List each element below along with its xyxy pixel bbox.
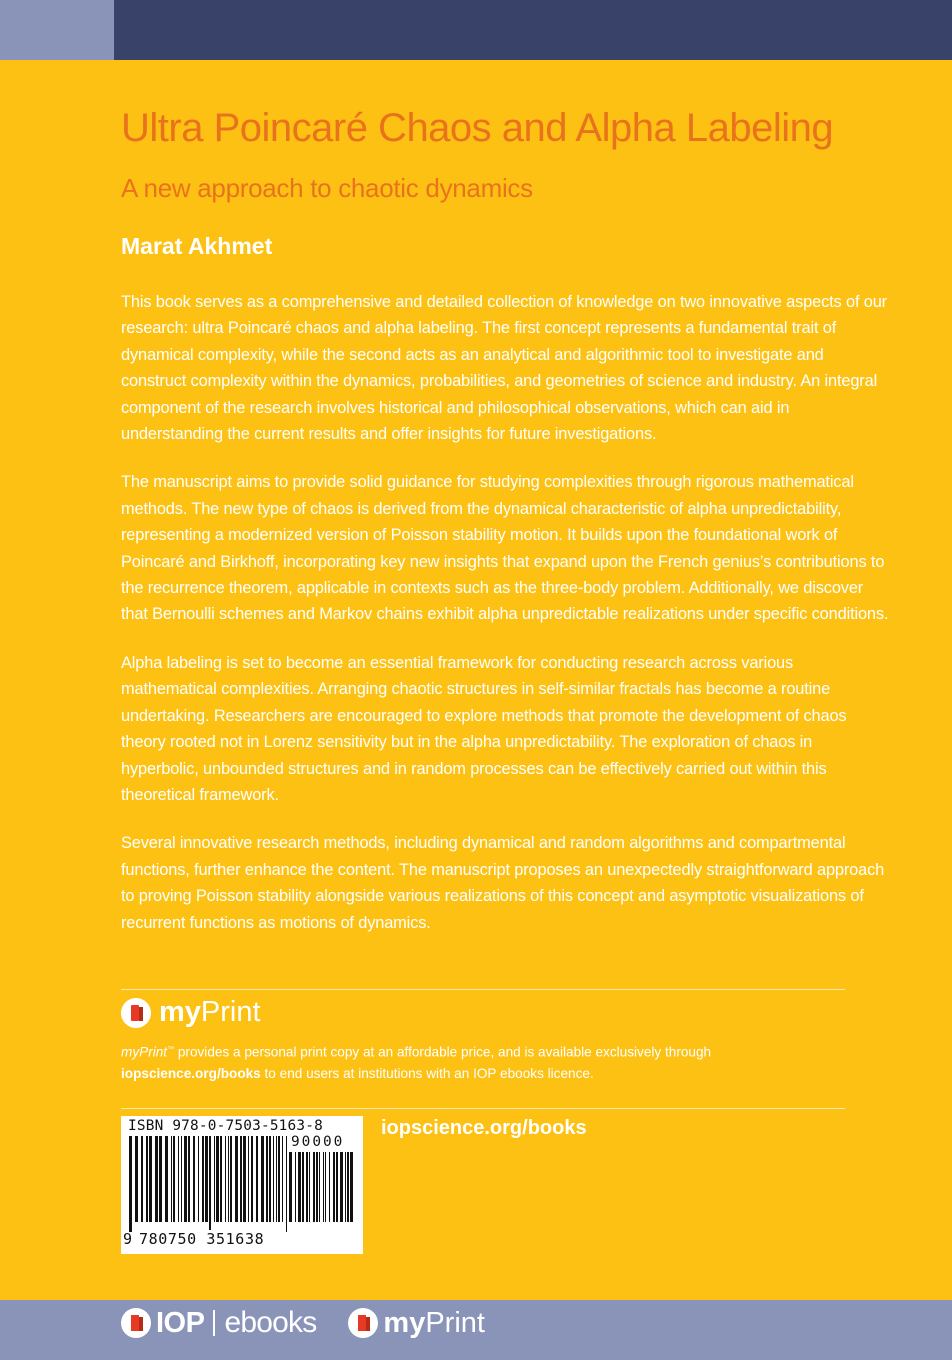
footer-myprint-light: Print [425,1306,485,1339]
barcode-bar [240,1136,242,1222]
myprint-section [121,996,761,1084]
barcode-addon-bars [289,1152,355,1248]
barcode-bar [146,1136,148,1222]
footer-logos [121,1304,485,1342]
barcode-bar [350,1152,353,1222]
barcode-bar [235,1136,238,1222]
barcode-bar [243,1136,246,1222]
iop-logo-icon [121,1308,151,1338]
barcode-bar [340,1152,343,1222]
barcode-bar [184,1136,187,1222]
divider-top [121,989,845,990]
footer-myprint-bold: my [383,1306,426,1339]
isbn-barcode [121,1116,363,1254]
myprint-desc-line2: to end users at institutions with an IOP ebooks licence. [260,1065,594,1081]
iopscience-url[interactable]: iopscience.org/books [381,1117,587,1139]
barcode-bar [193,1136,195,1222]
barcode-bar [278,1136,280,1222]
barcode-bar [129,1136,132,1232]
book-description [121,289,889,958]
barcode-bar [155,1136,158,1222]
barcode-bar [188,1136,190,1222]
barcode-bar [251,1136,253,1222]
barcode-bar [149,1136,152,1222]
book-logo-icon [121,998,151,1028]
author-name: Marat Akhmet [121,233,273,259]
description-paragraph-4: Several innovative research methods, including dynamical and random algorithms and compartmental functions, further enhance the content. The manuscript proposes an unexpectedly straightforward approach to proving Poisson stability alongside various realizations of this concept and asymptotic visualizations of recurrent functions as motions of dynamics. [121,834,885,932]
barcode-bar [323,1152,324,1222]
divider-bottom [121,1108,845,1109]
barcode-bar [205,1136,208,1222]
description-paragraph-1: This book serves as a comprehensive and detailed collection of knowledge on two innovative aspects of our research: ultra Poincaré chaos and alpha labeling. The first concept represents a fundamental trait of dynamical complexity, while the second acts as an analytical and algorithmic tool to investigate and construct complexity within the dynamics, probabilities, and geometries of science and industry. An integral component of the research involves historical and philosophical observations, which can aid in understanding the current results and offer insights for future investigations. [121,293,887,444]
barcode-bar [178,1136,179,1222]
barcode-bar [214,1136,215,1222]
barcode-bar [198,1136,199,1222]
logo-separator [213,1310,215,1336]
barcode-bar [306,1152,308,1222]
barcode-bar [202,1136,204,1222]
barcode-bar [209,1136,211,1232]
barcode-bar [347,1152,349,1222]
barcode-bar [345,1152,346,1222]
barcode-bar [159,1136,162,1222]
barcode-bar [298,1152,301,1222]
barcode-bar [171,1136,172,1222]
barcode-bar [302,1152,304,1222]
barcode-bar [248,1136,249,1222]
barcode-bar [173,1136,175,1222]
ebooks-logo-text: ebooks [224,1306,317,1339]
barcode-bar [261,1136,264,1222]
book-subtitle: A new approach to chaotic dynamics [121,173,533,203]
isbn-label: ISBN 978-0-7503-5163-8 [128,1118,324,1134]
barcode-bar [273,1136,274,1222]
myprint-brand-light: Print [200,996,261,1028]
myprint-brand-bold: my [159,996,201,1028]
barcode-bar [135,1136,138,1222]
price-code: 90000 [291,1134,345,1150]
myprint-footer-logo-icon [348,1308,378,1338]
barcode-bar [230,1136,232,1222]
barcode-digits: 780750 351638 [139,1230,265,1248]
barcode-first-digit: 9 [123,1230,133,1248]
barcode-bar [282,1136,283,1222]
barcode-bar [319,1152,320,1222]
myprint-desc-line1: provides a personal print copy at an affordable price, and is available exclusively through [174,1044,712,1060]
myprint-logo [121,996,761,1029]
myprint-description [121,1039,761,1084]
description-paragraph-2: The manuscript aims to provide solid guidance for studying complexities through rigorous mathematical methods. The new type of chaos is derived from the dynamical characteristic of alpha unpredictability, representing a modernized version of Poisson stability motion. It builds upon the foundational work of Poincaré and Birkhoff, incorporating key new insights that expand upon the French genius’s contributions to the recurrence theorem, applicable in contexts such as the three-body problem. Additionally, we discover that Bernoulli schemes and Markov chains exhibit alpha unpredictable realizations under specific conditions. [121,473,889,624]
barcode-bar [329,1152,330,1222]
barcode-bar [333,1152,335,1222]
barcode-main-bars [129,1136,287,1232]
top-strip-light [0,0,114,60]
barcode-bar [165,1136,168,1222]
description-paragraph-3: Alpha labeling is set to become an essential framework for conducting research across various mathematical complexities. Arranging chaotic structures in self-similar fractals has become a routine undertaking. Researchers are encouraged to explore methods that promote the development of chaos theory rooted not in Lorenz sensitivity but in the alpha unpredictability. The exploration of chaos in hyperbolic, unbounded structures and in random processes can be effectively carried out within this theoretical framework. [121,653,847,804]
barcode-bar [225,1136,226,1222]
barcode-bar [336,1152,338,1222]
book-title: Ultra Poincaré Chaos and Alpha Labeling [121,106,834,150]
barcode-bar [220,1136,222,1222]
barcode-bar [325,1152,326,1222]
barcode-bar [286,1136,287,1232]
barcode-bar [228,1136,229,1222]
barcode-bar [309,1152,310,1222]
iop-logo-text: IOP [156,1306,205,1339]
barcode-bar [295,1152,296,1222]
barcode-bar [313,1152,315,1222]
barcode-bar [269,1136,271,1222]
barcode-bar [266,1136,268,1222]
top-strip-dark [114,0,952,60]
barcode-bar [276,1136,277,1222]
barcode-bar [181,1136,182,1222]
barcode-bar [141,1136,143,1222]
myprint-desc-link[interactable]: iopscience.org/books [121,1065,261,1081]
barcode-bar [316,1152,318,1222]
myprint-desc-name: myPrint [121,1044,168,1060]
barcode-bar [289,1152,292,1222]
trademark-mark: ™ [167,1046,175,1053]
barcode-bar [216,1136,219,1222]
barcode-bar [256,1136,258,1222]
